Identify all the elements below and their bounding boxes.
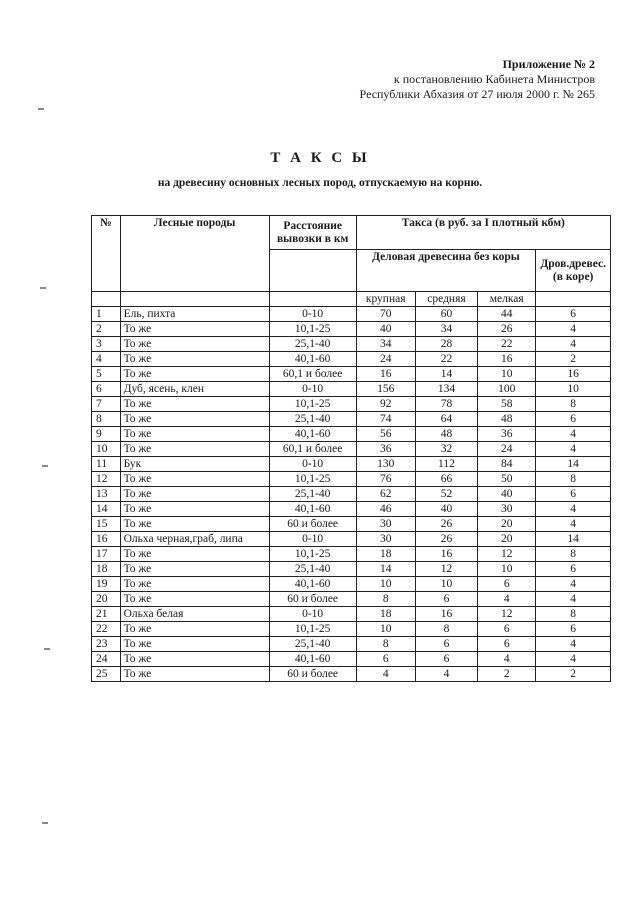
table-row [92, 622, 611, 637]
document-subtitle: на древесину основных лесных пород, отпускаемую на корню. [157, 177, 483, 189]
row-small: 20 [478, 532, 536, 547]
row-number: 13 [92, 487, 121, 502]
header-species: Лесные породы [120, 216, 269, 292]
row-firewood: 8 [536, 607, 611, 622]
row-firewood: 4 [536, 577, 611, 592]
row-distance: 25,1-40 [269, 412, 356, 427]
row-large: 18 [356, 547, 415, 562]
row-large: 10 [356, 577, 415, 592]
table-row [92, 322, 611, 337]
row-medium: 134 [415, 382, 477, 397]
row-medium: 14 [415, 367, 477, 382]
row-small: 26 [478, 322, 536, 337]
row-small: 22 [478, 337, 536, 352]
row-large: 10 [356, 622, 415, 637]
row-number: 14 [92, 502, 121, 517]
row-distance: 25,1-40 [269, 562, 356, 577]
row-number: 7 [92, 397, 121, 412]
row-large: 16 [356, 367, 415, 382]
row-species: То же [120, 367, 269, 382]
row-small: 40 [478, 487, 536, 502]
row-number: 6 [92, 382, 121, 397]
row-large: 40 [356, 322, 415, 337]
row-firewood: 6 [536, 622, 611, 637]
row-medium: 12 [415, 562, 477, 577]
row-large: 30 [356, 517, 415, 532]
row-species: То же [120, 622, 269, 637]
row-firewood: 6 [536, 307, 611, 322]
row-small: 30 [478, 502, 536, 517]
row-number: 22 [92, 622, 121, 637]
row-distance: 60,1 и более [269, 367, 356, 382]
table-row [92, 577, 611, 592]
row-distance: 0-10 [269, 307, 356, 322]
row-medium: 6 [415, 592, 477, 607]
row-species: То же [120, 562, 269, 577]
row-distance: 40,1-60 [269, 352, 356, 367]
row-small: 36 [478, 427, 536, 442]
table-row [92, 397, 611, 412]
row-firewood: 6 [536, 412, 611, 427]
row-distance: 60 и более [269, 517, 356, 532]
row-number: 10 [92, 442, 121, 457]
row-large: 8 [356, 592, 415, 607]
table-row [92, 307, 611, 322]
row-distance: 0-10 [269, 382, 356, 397]
row-distance: 10,1-25 [269, 472, 356, 487]
appendix-line-2: Республики Абхазия от 27 июля 2000 г. № 265 [359, 87, 595, 101]
table-row [92, 337, 611, 352]
row-medium: 6 [415, 652, 477, 667]
row-medium: 40 [415, 502, 477, 517]
row-small: 10 [478, 367, 536, 382]
table-row [92, 472, 611, 487]
row-distance: 10,1-25 [269, 622, 356, 637]
row-medium: 8 [415, 622, 477, 637]
row-species: То же [120, 637, 269, 652]
row-firewood: 2 [536, 667, 611, 682]
row-species: То же [120, 487, 269, 502]
row-distance: 60,1 и более [269, 442, 356, 457]
row-medium: 66 [415, 472, 477, 487]
row-distance: 0-10 [269, 607, 356, 622]
row-species: То же [120, 337, 269, 352]
header-large: крупная [356, 292, 415, 307]
row-firewood: 4 [536, 442, 611, 457]
row-species: То же [120, 517, 269, 532]
row-firewood: 4 [536, 337, 611, 352]
row-small: 4 [478, 652, 536, 667]
row-species: Бук [120, 457, 269, 472]
header-business-wood: Деловая древесина без коры [356, 250, 536, 292]
row-medium: 26 [415, 517, 477, 532]
row-number: 11 [92, 457, 121, 472]
table-row [92, 667, 611, 682]
scan-speck [42, 822, 48, 824]
row-small: 10 [478, 562, 536, 577]
table-row [92, 637, 611, 652]
header-tax: Такса (в руб. за I плотный кбм) [356, 216, 610, 250]
row-distance: 25,1-40 [269, 487, 356, 502]
row-firewood: 8 [536, 397, 611, 412]
row-firewood: 4 [536, 652, 611, 667]
row-number: 1 [92, 307, 121, 322]
table-row [92, 652, 611, 667]
row-species: То же [120, 352, 269, 367]
row-species: То же [120, 592, 269, 607]
row-small: 100 [478, 382, 536, 397]
row-number: 19 [92, 577, 121, 592]
table-row [92, 427, 611, 442]
row-number: 2 [92, 322, 121, 337]
row-number: 18 [92, 562, 121, 577]
row-small: 12 [478, 607, 536, 622]
table-row [92, 502, 611, 517]
subheader-blank [536, 292, 611, 307]
row-medium: 32 [415, 442, 477, 457]
table-row [92, 562, 611, 577]
row-species: То же [120, 547, 269, 562]
row-number: 25 [92, 667, 121, 682]
row-medium: 26 [415, 532, 477, 547]
row-firewood: 8 [536, 547, 611, 562]
header-distance: Расстояние вывозки в км [269, 216, 356, 250]
appendix-line-1: к постановлению Кабинета Министров [393, 72, 595, 86]
row-small: 84 [478, 457, 536, 472]
row-species: Ольха черная,граб, липа [120, 532, 269, 547]
row-large: 56 [356, 427, 415, 442]
scan-speck [40, 287, 46, 289]
scan-speck [42, 465, 48, 467]
row-species: То же [120, 577, 269, 592]
row-large: 46 [356, 502, 415, 517]
row-medium: 52 [415, 487, 477, 502]
table-row [92, 532, 611, 547]
row-small: 6 [478, 577, 536, 592]
row-firewood: 6 [536, 487, 611, 502]
tax-table [91, 215, 611, 682]
row-firewood: 8 [536, 472, 611, 487]
row-large: 14 [356, 562, 415, 577]
row-large: 4 [356, 667, 415, 682]
row-medium: 22 [415, 352, 477, 367]
row-large: 130 [356, 457, 415, 472]
table-row [92, 442, 611, 457]
header-firewood: Дров.древес. (в коре) [536, 250, 611, 292]
header-small: мелкая [478, 292, 536, 307]
row-number: 24 [92, 652, 121, 667]
row-number: 21 [92, 607, 121, 622]
row-firewood: 10 [536, 382, 611, 397]
row-distance: 40,1-60 [269, 427, 356, 442]
row-number: 16 [92, 532, 121, 547]
row-medium: 16 [415, 547, 477, 562]
row-firewood: 16 [536, 367, 611, 382]
row-medium: 10 [415, 577, 477, 592]
row-distance: 10,1-25 [269, 547, 356, 562]
row-species: То же [120, 427, 269, 442]
row-small: 58 [478, 397, 536, 412]
row-small: 20 [478, 517, 536, 532]
row-medium: 64 [415, 412, 477, 427]
header-distance-blank [269, 250, 356, 292]
row-firewood: 6 [536, 562, 611, 577]
row-distance: 10,1-25 [269, 322, 356, 337]
row-number: 17 [92, 547, 121, 562]
row-large: 76 [356, 472, 415, 487]
row-species: То же [120, 502, 269, 517]
row-large: 92 [356, 397, 415, 412]
row-distance: 40,1-60 [269, 652, 356, 667]
row-medium: 16 [415, 607, 477, 622]
row-number: 23 [92, 637, 121, 652]
row-firewood: 4 [536, 592, 611, 607]
row-large: 156 [356, 382, 415, 397]
row-distance: 60 и более [269, 667, 356, 682]
row-medium: 4 [415, 667, 477, 682]
row-firewood: 4 [536, 517, 611, 532]
row-species: Ольха белая [120, 607, 269, 622]
row-large: 8 [356, 637, 415, 652]
row-number: 12 [92, 472, 121, 487]
row-small: 24 [478, 442, 536, 457]
row-number: 3 [92, 337, 121, 352]
table-row [92, 487, 611, 502]
row-number: 8 [92, 412, 121, 427]
row-small: 6 [478, 637, 536, 652]
header-number: № [92, 216, 121, 292]
table-row [92, 517, 611, 532]
row-firewood: 4 [536, 637, 611, 652]
document-title: Т А К С Ы [270, 150, 370, 166]
row-small: 6 [478, 622, 536, 637]
table-row [92, 592, 611, 607]
row-species: То же [120, 652, 269, 667]
row-species: То же [120, 412, 269, 427]
row-number: 9 [92, 427, 121, 442]
row-number: 20 [92, 592, 121, 607]
row-small: 44 [478, 307, 536, 322]
row-firewood: 4 [536, 502, 611, 517]
row-large: 62 [356, 487, 415, 502]
row-large: 24 [356, 352, 415, 367]
row-small: 16 [478, 352, 536, 367]
row-medium: 60 [415, 307, 477, 322]
row-species: То же [120, 472, 269, 487]
row-distance: 40,1-60 [269, 577, 356, 592]
row-species: То же [120, 667, 269, 682]
row-species: Ель, пихта [120, 307, 269, 322]
row-medium: 48 [415, 427, 477, 442]
row-small: 2 [478, 667, 536, 682]
row-number: 5 [92, 367, 121, 382]
row-firewood: 14 [536, 457, 611, 472]
row-large: 6 [356, 652, 415, 667]
appendix-block [360, 57, 595, 102]
row-firewood: 14 [536, 532, 611, 547]
row-medium: 28 [415, 337, 477, 352]
row-small: 12 [478, 547, 536, 562]
table-row [92, 607, 611, 622]
subheader-blank [269, 292, 356, 307]
row-medium: 6 [415, 637, 477, 652]
row-large: 70 [356, 307, 415, 322]
table-row [92, 367, 611, 382]
row-small: 50 [478, 472, 536, 487]
row-firewood: 2 [536, 352, 611, 367]
row-firewood: 4 [536, 322, 611, 337]
subheader-blank [92, 292, 121, 307]
table-row [92, 382, 611, 397]
row-large: 36 [356, 442, 415, 457]
row-small: 4 [478, 592, 536, 607]
row-firewood: 4 [536, 427, 611, 442]
row-medium: 34 [415, 322, 477, 337]
row-distance: 0-10 [269, 457, 356, 472]
row-distance: 60 и более [269, 592, 356, 607]
row-medium: 78 [415, 397, 477, 412]
appendix-title: Приложение № 2 [502, 57, 595, 71]
row-distance: 25,1-40 [269, 637, 356, 652]
row-species: Дуб, ясень, клен [120, 382, 269, 397]
row-distance: 40,1-60 [269, 502, 356, 517]
subheader-blank [120, 292, 269, 307]
header-medium: средняя [415, 292, 477, 307]
table-row [92, 547, 611, 562]
row-small: 48 [478, 412, 536, 427]
scan-speck [44, 648, 50, 650]
row-species: То же [120, 397, 269, 412]
row-species: То же [120, 442, 269, 457]
table-row [92, 352, 611, 367]
row-medium: 112 [415, 457, 477, 472]
row-large: 34 [356, 337, 415, 352]
row-number: 4 [92, 352, 121, 367]
table-row [92, 457, 611, 472]
row-large: 74 [356, 412, 415, 427]
scan-speck [38, 108, 44, 110]
row-large: 18 [356, 607, 415, 622]
row-number: 15 [92, 517, 121, 532]
row-species: То же [120, 322, 269, 337]
row-distance: 25,1-40 [269, 337, 356, 352]
row-distance: 0-10 [269, 532, 356, 547]
table-row [92, 412, 611, 427]
row-large: 30 [356, 532, 415, 547]
row-distance: 10,1-25 [269, 397, 356, 412]
